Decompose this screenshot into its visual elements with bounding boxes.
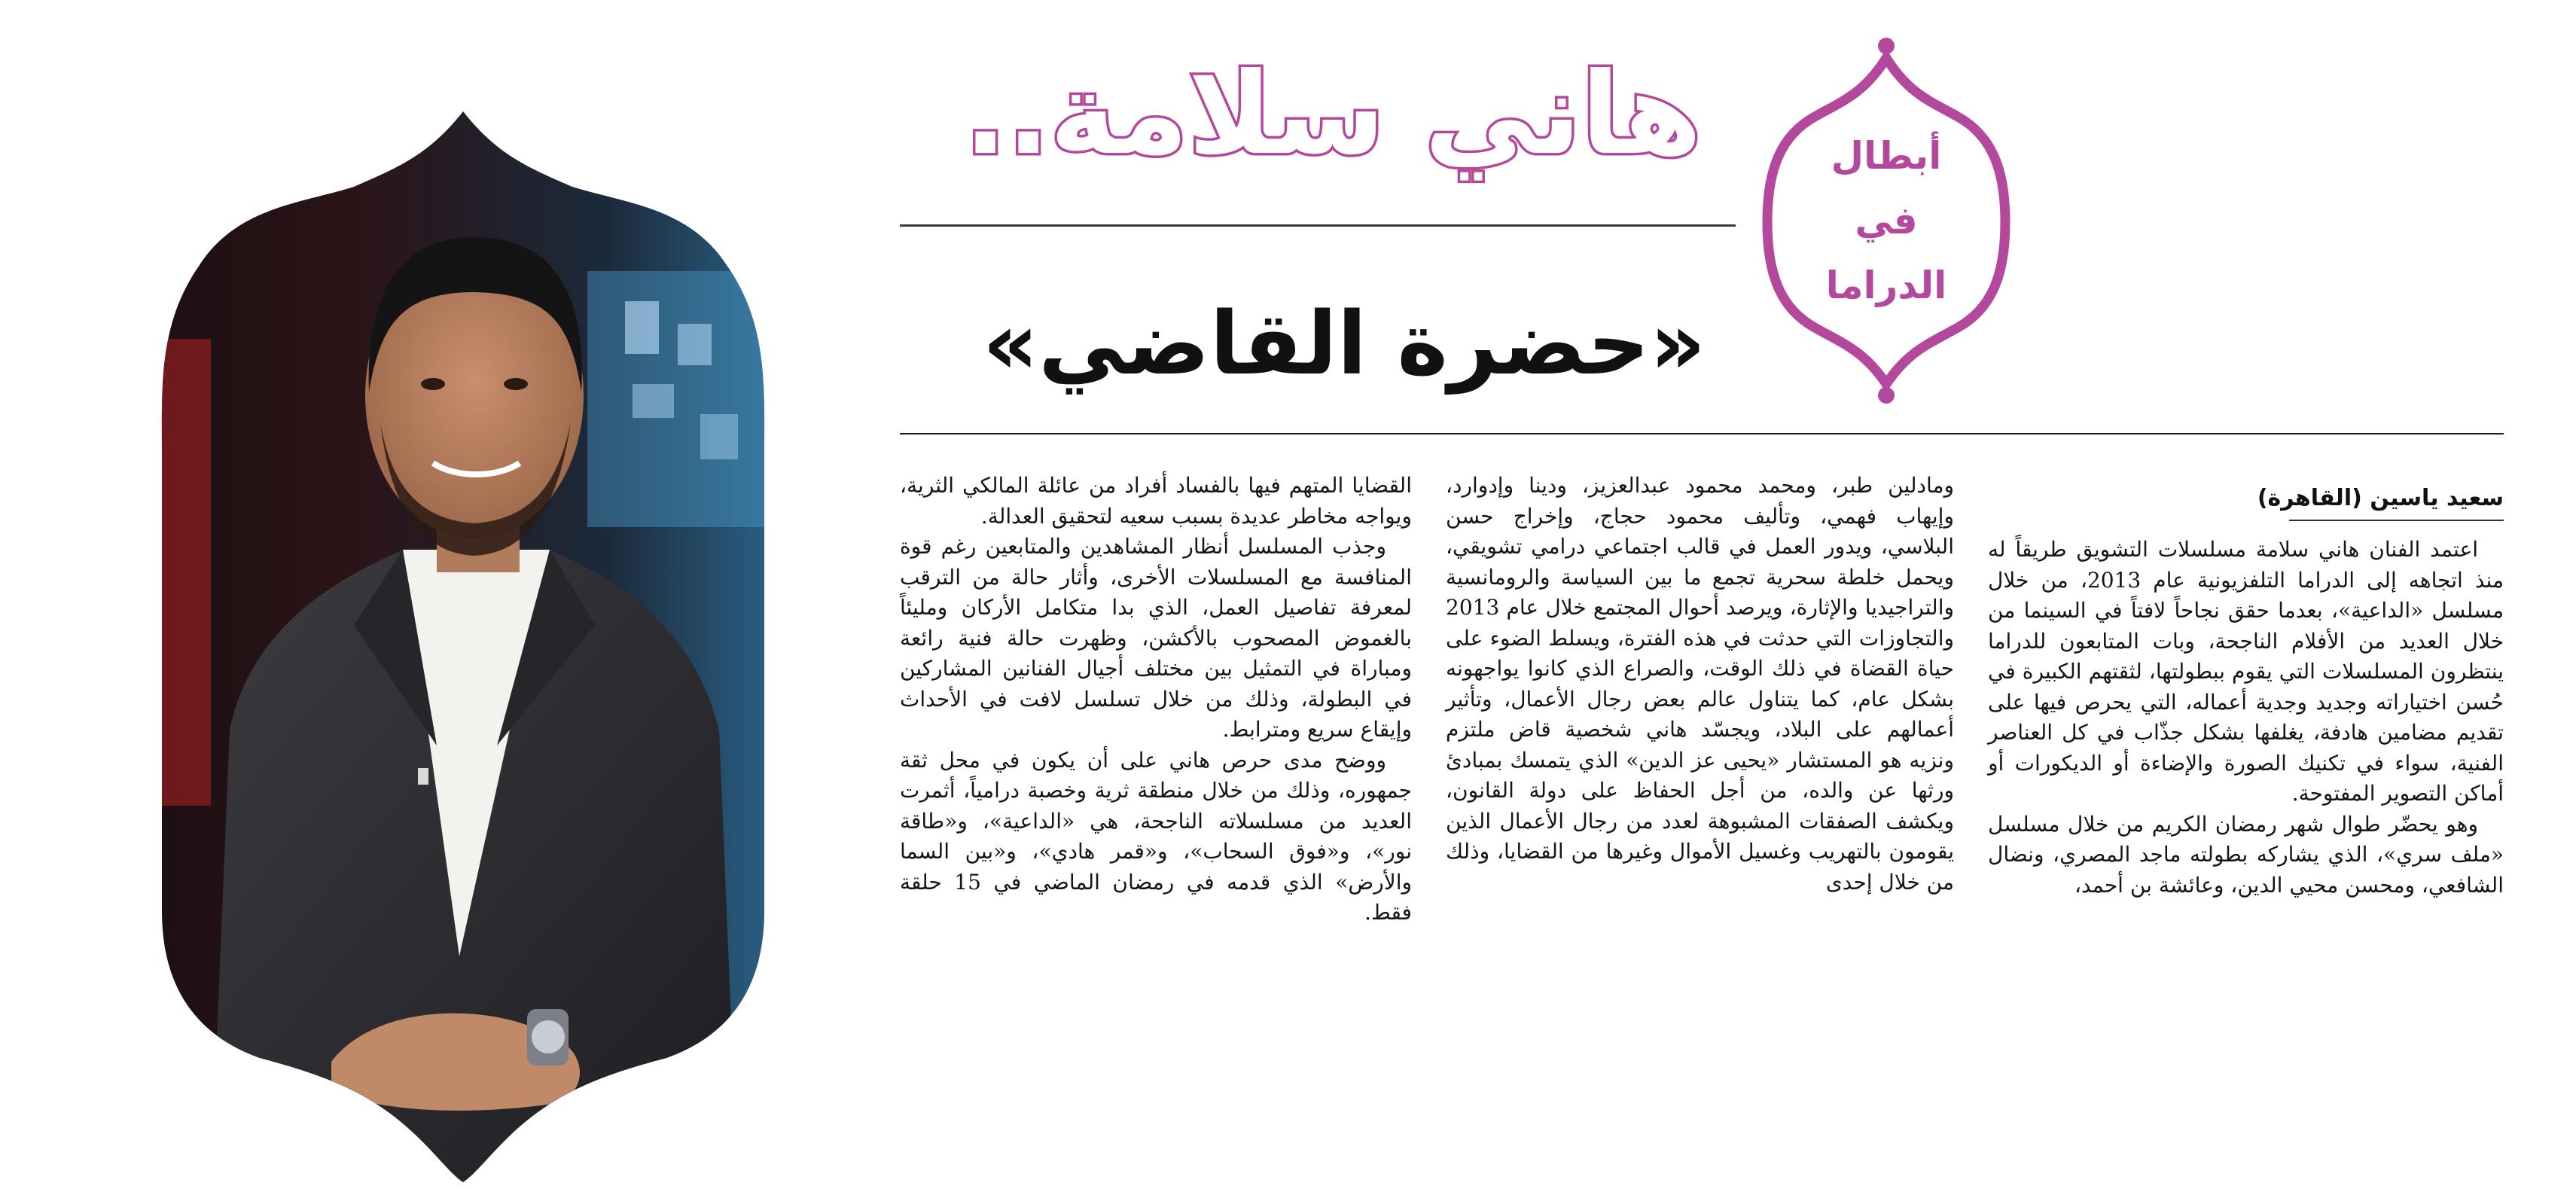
article-column-2: [1446, 471, 1954, 1122]
badge-line-1: أبطال: [1831, 133, 1942, 178]
badge-line-3: الدراما: [1825, 263, 1947, 307]
paragraph: القضايا المتهم فيها بالفساد أفراد من عائلة المالكي الثرية، ويواجه مخاطر عديدة بسبب سعيه لتحقيق العدالة.: [900, 473, 1412, 529]
badge-text: [1751, 34, 2022, 407]
article-column-1: [1988, 535, 2504, 1114]
portrait-photo: [105, 98, 821, 1182]
paragraph: وهو يحضّر طوال شهر رمضان الكريم من خلال مسلسل «ملف سري»، الذي يشاركه بطولته ماجد المصري، ونضال الشافعي، ومحسن محيي الدين، وعائشة بن أحمد،: [1988, 811, 2504, 898]
article-column-3: [900, 471, 1412, 1122]
title-divider: [900, 224, 1736, 227]
byline-underline: [2289, 520, 2504, 521]
headline-subtitle: «حضرة القاضي»: [982, 294, 1706, 395]
paragraph: ووضح مدى حرص هاني على أن يكون في محل ثقة جمهوره، وذلك من خلال منطقة ثرية وخصبة درامياً، أثمرت العديد من مسلسلاته الناجحة، هي «الداعية»، و«طاقة نور»، و«فوق السحاب»، و«قمر هادي»، و«بين السما والأرض» الذي قدمه في رمضان الماضي في 15 حلقة فقط.: [900, 747, 1412, 925]
byline: سعيد ياسين (القاهرة): [2257, 485, 2504, 511]
paragraph: ومادلين طبر، ومحمد محمود عبدالعزيز، ودينا وإدوارد، وإيهاب فهمي، وتأليف محمود حجاج، وإخراج حسن البلاسي، ويدور العمل في قالب اجتماعي درامي تشويقي، ويحمل خلطة سحرية تجمع ما بين السياسة والرومانسية والتراجيديا والإثارة، ويرصد أحوال المجتمع خلال عام 2013 والتجاوزات التي حدثت في هذه الفترة، ويسلط الضوء على حياة القضاة في ذلك الوقت، والصراع الذي كانوا يواجهونه بشكل عام، كما يتناول عالم بعض رجال الأعمال، وتأثير أعمالهم على البلاد، ويجسّد هاني شخصية قاض ملتزم ونزيه هو المستشار «يحيى عز الدين» الذي يتمسك بمبادئ ورثها عن والده، من أجل الحفاظ على دولة القانون، ويكشف الصفقات المشبوهة لعدد من رجال الأعمال الذين يقومون بالتهريب وغسيل الأموال وغيرها من القضايا، وذلك من خلال إحدى: [1446, 473, 1954, 895]
badge-line-2: في: [1855, 198, 1918, 242]
series-badge: [1751, 34, 2022, 407]
section-divider: [900, 433, 2504, 434]
paragraph: اعتمد الفنان هاني سلامة مسلسلات التشويق طريقاً له منذ اتجاهه إلى الدراما التلفزيونية عام 2013، من خلال مسلسل «الداعية»، بعدما حقق نجاحاً لافتاً في السينما من خلال العديد من الأفلام الناجحة، وبات المتابعون للدراما ينتظرون المسلسلات التي يقوم ببطولتها، لثقتهم الكبيرة في حُسن اختياراته وجديد وجدية أعماله، التي يحرص فيها على تقديم مضامين هادفة، يغلفها بشكل جذّاب في كل العناصر الفنية، سواء في تكنيك الصورة والإضاءة أو الديكورات أو أماكن التصوير المفتوحة.: [1988, 537, 2504, 806]
paragraph: وجذب المسلسل أنظار المشاهدين والمتابعين رغم قوة المنافسة مع المسلسلات الأخرى، وأثار حالة من الترقب لمعرفة تفاصيل العمل، الذي بدا متكامل الأركان ومليئاً بالغموض المصحوب بالأكشن، وظهرت حالة فنية رائعة ومباراة في التمثيل بين مختلف أجيال الفنانين المشاركين في البطولة، وذلك من خلال تسلسل لافت في الأحداث وإيقاع سريع ومترابط.: [900, 534, 1412, 742]
headline-title: هاني سلامة..: [964, 49, 1702, 180]
